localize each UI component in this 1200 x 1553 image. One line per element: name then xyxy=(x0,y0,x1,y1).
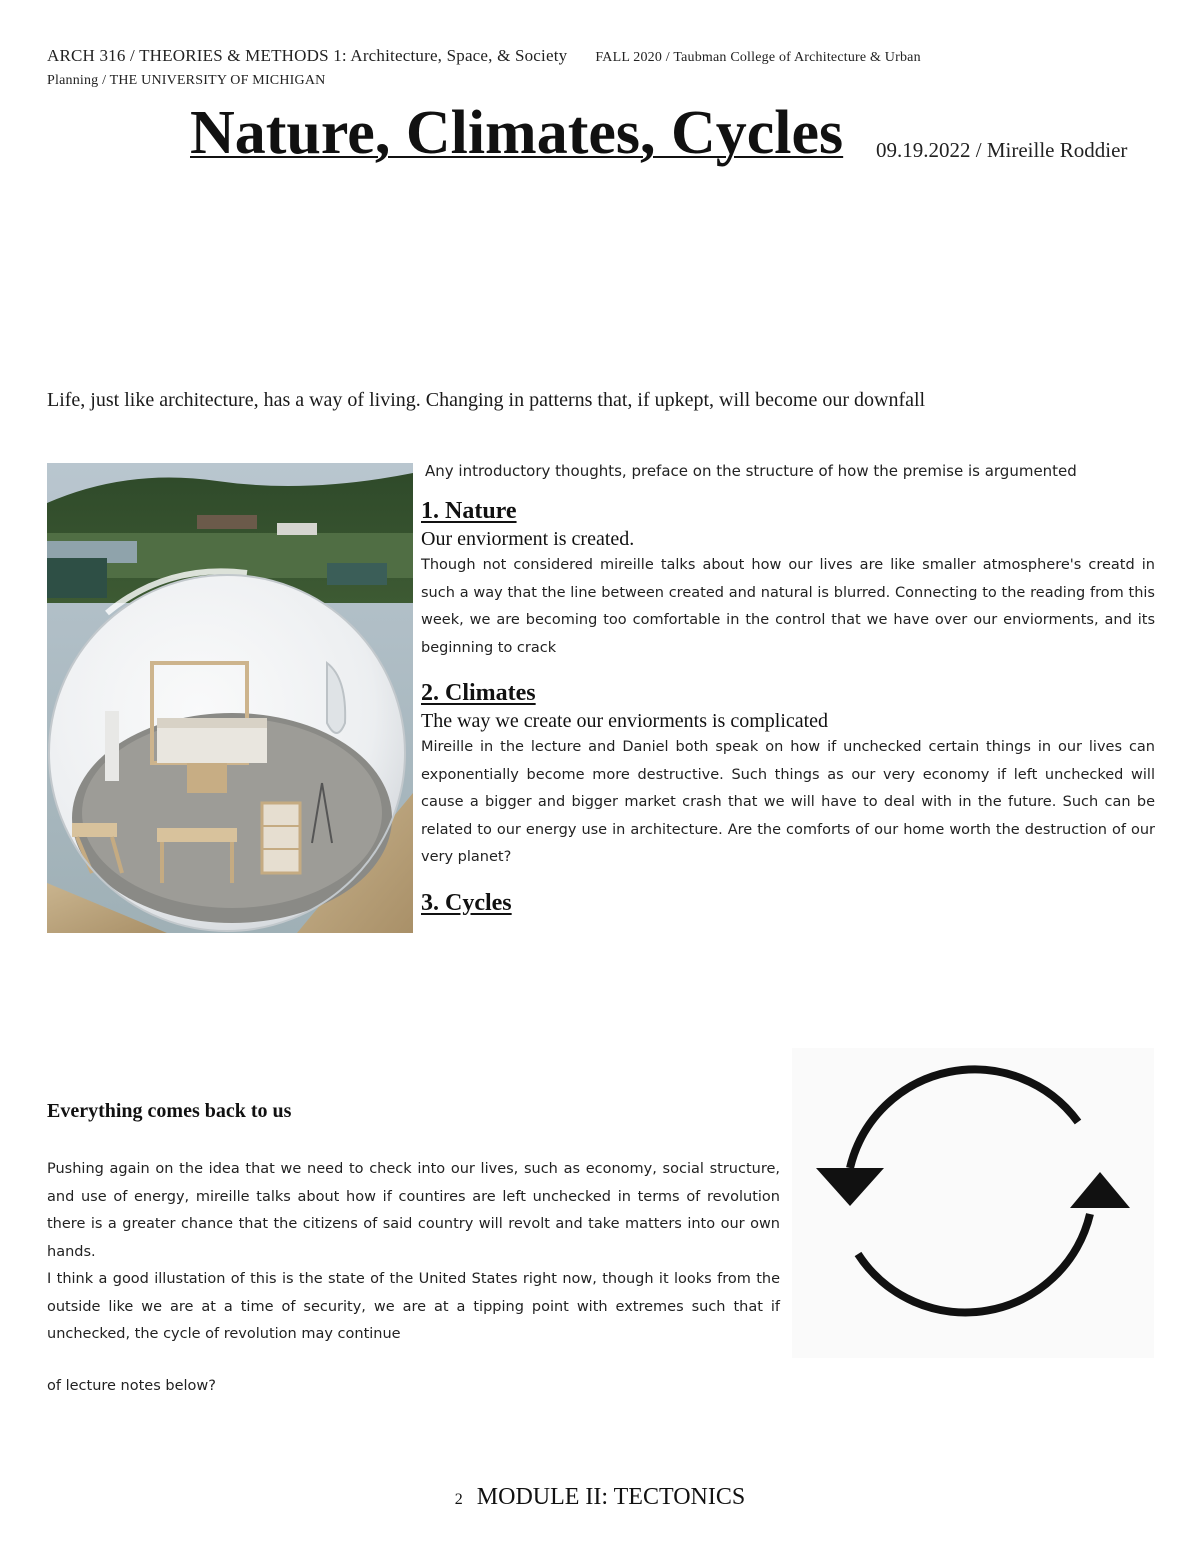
date-author: 09.19.2022 / Mireille Roddier xyxy=(876,138,1128,162)
page-number: 2 xyxy=(454,1491,463,1508)
notes-line: of lecture notes below? xyxy=(47,1378,216,1394)
intro-text: Any introductory thoughts, preface on the structure of how the premise is argumented xyxy=(425,462,1077,480)
cycles-body xyxy=(47,1156,780,1349)
title-row xyxy=(0,100,1200,170)
section-body: Mireille in the lecture and Daniel both speak on how if unchecked certain things in our lives can exponentially become more destructive. Such things as our very economy if left unchecked will cause a bigger and bigger market crash that we will have to deal with in the future. Such can be related to our energy use in architecture. Are the comforts of our home worth the destruction of our very planet? xyxy=(421,739,1155,865)
bubble-tent-image xyxy=(47,463,413,933)
page-title: Nature, Climates, Cycles xyxy=(190,99,844,167)
module-title: MODULE II: TECTONICS xyxy=(476,1484,746,1510)
cycles-heading: Everything comes back to us xyxy=(47,1100,292,1122)
cycle-arrows-icon xyxy=(792,1048,1154,1358)
section-body: Though not considered mireille talks about how our lives are like smaller atmosphere's creatd in such a way that the line between created and natural is blurred. Connecting to the reading from this week, we are becoming too comfortable in the control that we have over our enviorments, and its beginning to crack xyxy=(421,557,1155,656)
refresh-cycle-arrows-icon xyxy=(792,1048,1154,1358)
bubble-tent-photo xyxy=(47,463,413,933)
section-heading: 3. Cycles xyxy=(421,889,512,916)
lede-sentence: Life, just like architecture, has a way of living. Changing in patterns that, if upkept, will become our downfall xyxy=(47,389,926,411)
course-label: ARCH 316 / THEORIES & METHODS 1: Architecture, Space, & Society xyxy=(47,46,568,65)
section-nature xyxy=(421,496,1155,662)
page-footer xyxy=(0,1484,1200,1511)
cycles-paragraph-2: I think a good illustation of this is the state of the United States right now, though it looks from the outside like we are at a time of security, we are at a tipping point with extremes such that if unchecked, the cycle of revolution may continue xyxy=(47,1271,780,1342)
main-column xyxy=(421,460,1155,918)
cycles-paragraph-1: Pushing again on the idea that we need to check into our lives, such as economy, social structure, and use of energy, mireille talks about how if countires are left unchecked in terms of revolution there is a greater chance that the citizens of said country will revolt and take matters into our own hands. xyxy=(47,1161,780,1260)
section-subheading: The way we create our enviorments is complicated xyxy=(421,710,829,732)
section-cycles xyxy=(421,888,1155,918)
term-label: FALL 2020 / Taubman College of Architecture & Urban xyxy=(595,50,921,65)
section-heading: 1. Nature xyxy=(421,498,517,524)
section-climates xyxy=(421,678,1155,872)
section-heading: 2. Climates xyxy=(421,680,536,706)
institution-label: Planning / THE UNIVERSITY OF MICHIGAN xyxy=(47,73,326,88)
section-subheading: Our enviorment is created. xyxy=(421,528,635,550)
page-header xyxy=(47,45,1157,91)
